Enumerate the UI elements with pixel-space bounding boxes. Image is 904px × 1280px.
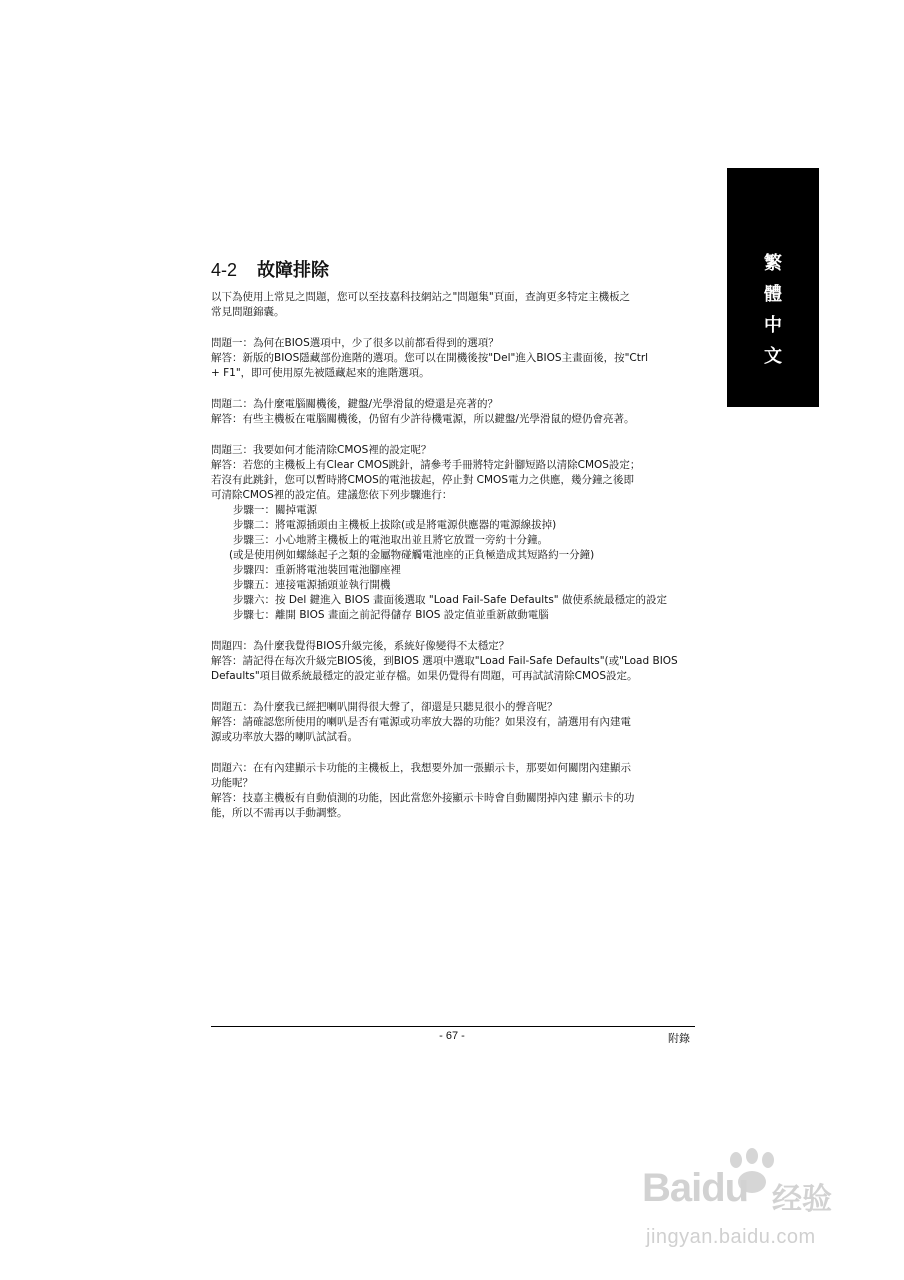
answer-line: 可清除CMOS裡的設定值。建議您依下列步驟進行： <box>211 489 453 501</box>
watermark-cn: 经验 <box>772 1182 832 1217</box>
question-line: 問題五：為什麼我已經把喇叭開得很大聲了，卻還是只聽見很小的聲音呢？ <box>211 701 558 713</box>
side-tab-char: 繁 <box>764 253 782 274</box>
answer-line: Defaults"項目做系統最穩定的設定並存檔。如果仍覺得有問題，可再試試清除CMOS設定。 <box>211 670 638 682</box>
answer-line: 源或功率放大器的喇叭試試看。 <box>211 731 358 743</box>
intro-line: 以下為使用上常見之問題，您可以至技嘉科技網站之"問題集"頁面，查詢更多特定主機板之 <box>211 291 631 303</box>
question-line: 問題二：為什麼電腦關機後，鍵盤/光學滑鼠的燈還是亮著的？ <box>211 398 499 410</box>
section-heading <box>211 256 329 282</box>
answer-line: 解答：若您的主機板上有Clear CMOS跳針，請參考手冊將特定針腳短路以清除CMOS設定； <box>211 459 641 471</box>
step-line: 步驟三：小心地將主機板上的電池取出並且將它放置一旁約十分鐘。 <box>233 534 548 546</box>
answer-line: 若沒有此跳針，您可以暫時將CMOS的電池拔起，停止對 CMOS電力之供應，幾分鐘之後即 <box>211 474 634 486</box>
side-tab-char: 中 <box>764 315 782 336</box>
language-side-tab <box>727 168 819 407</box>
watermark-url: jingyan.baidu.com <box>646 1226 816 1248</box>
step-line: 步驟二：將電源插頭由主機板上拔除(或是將電源供應器的電源線拔掉) <box>233 519 557 531</box>
side-tab-char: 文 <box>764 346 782 367</box>
section-title: 故障排除 <box>257 260 330 281</box>
answer-line: 解答：請記得在每次升級完BIOS後，到BIOS 選項中選取"Load Fail-Safe Defaults"(或"Load BIOS <box>211 655 678 667</box>
answer-line: 解答：技嘉主機板有自動偵測的功能，因此當您外接顯示卡時會自動關閉掉內建 顯示卡的功 <box>211 792 635 804</box>
answer-line: + F1"，即可使用原先被隱藏起來的進階選項。 <box>211 367 430 379</box>
step-note: (或是使用例如螺絲起子之類的金屬物碰觸電池座的正負極造成其短路約一分鐘) <box>229 549 595 561</box>
footer-rule <box>211 1026 695 1027</box>
question-line: 問題一：為何在BIOS選項中，少了很多以前都看得到的選項？ <box>211 337 499 349</box>
question-line: 問題四：為什麼我覺得BIOS升級完後，系統好像變得不太穩定？ <box>211 640 510 652</box>
step-line: 步驟六：按 Del 鍵進入 BIOS 畫面後選取 "Load Fail-Safe Defaults" 做使系統最穩定的設定 <box>233 594 667 606</box>
step-line: 步驟五：連接電源插頭並執行開機 <box>233 579 391 591</box>
step-line: 步驟四：重新將電池裝回電池腳座裡 <box>233 564 401 576</box>
footer-label: 附錄 <box>668 1032 690 1045</box>
question-line: 問題三：我要如何才能清除CMOS裡的設定呢？ <box>211 444 432 456</box>
baidu-watermark <box>642 1148 862 1258</box>
section-number: 4-2 <box>211 260 238 280</box>
question-line: 問題六：在有內建顯示卡功能的主機板上，我想要外加一張顯示卡，那要如何關閉內建顯示 <box>211 762 631 774</box>
answer-line: 解答：請確認您所使用的喇叭是否有電源或功率放大器的功能？如果沒有，請選用有內建電 <box>211 716 631 728</box>
step-line: 步驟一：關掉電源 <box>233 504 317 516</box>
answer-line: 能，所以不需再以手動調整。 <box>211 807 348 819</box>
answer-line: 解答：有些主機板在電腦關機後，仍留有少許待機電源，所以鍵盤/光學滑鼠的燈仍會亮著。 <box>211 413 635 425</box>
page-number: - 67 - <box>439 1030 465 1042</box>
watermark-logo: Baidu <box>642 1166 749 1210</box>
step-line: 步驟七：離開 BIOS 畫面之前記得儲存 BIOS 設定值並重新啟動電腦 <box>233 609 549 621</box>
intro-line: 常見問題錦囊。 <box>211 306 285 318</box>
answer-line: 解答：新版的BIOS隱藏部份進階的選項。您可以在開機後按"Del"進入BIOS主畫面後，按"Ctrl <box>211 352 649 364</box>
side-tab-char: 體 <box>764 284 782 305</box>
question-line: 功能呢？ <box>211 777 253 789</box>
troubleshooting-body <box>211 290 697 821</box>
